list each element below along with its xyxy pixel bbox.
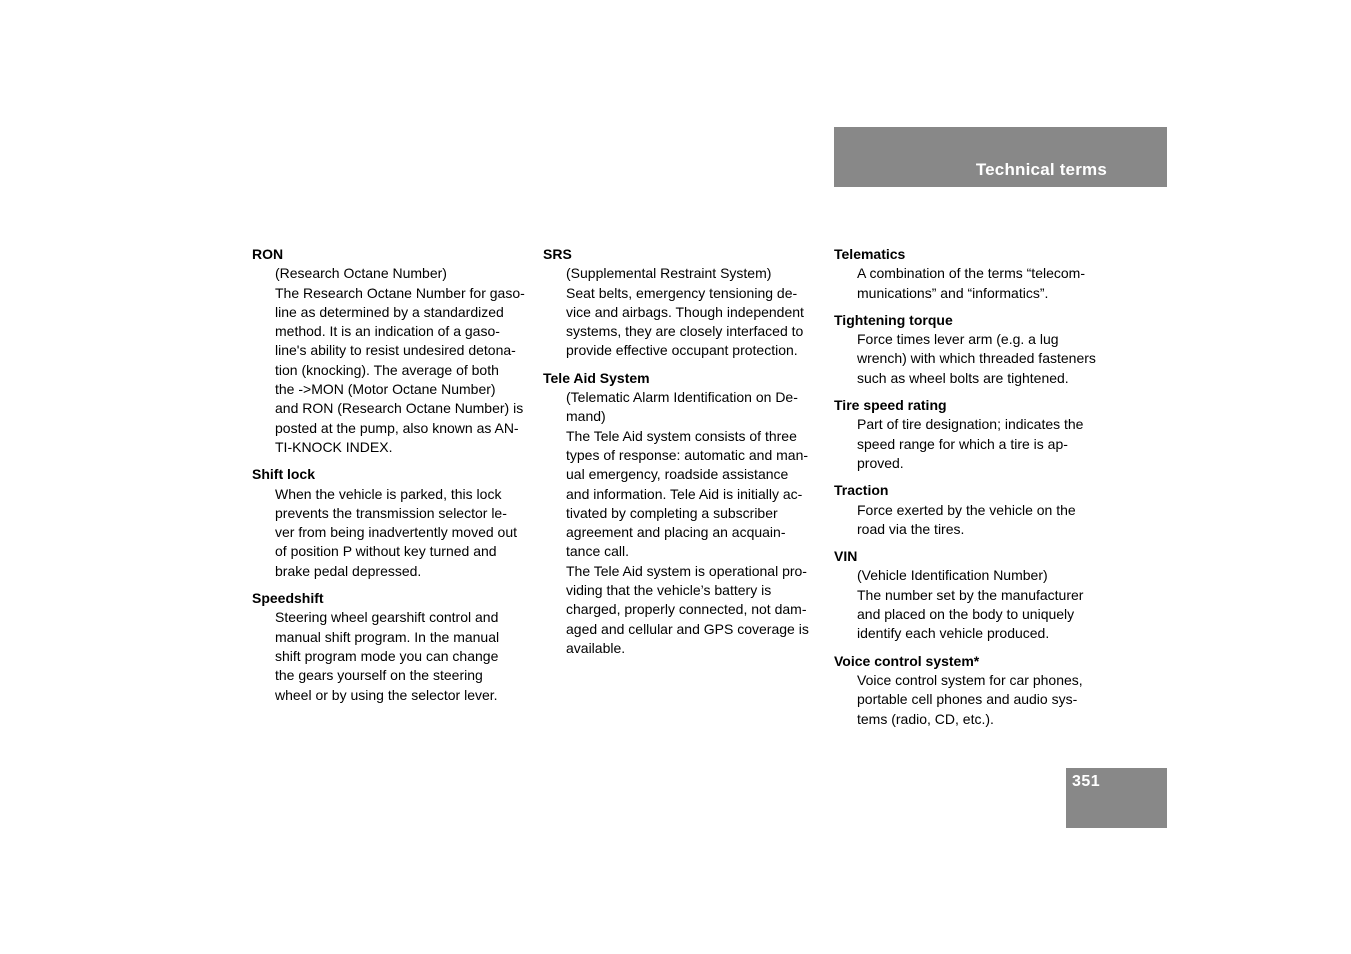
definition-telematics	[857, 264, 1110, 303]
glossary-entry-traction	[834, 481, 1110, 539]
definition-line: brake pedal depressed.	[275, 562, 422, 579]
term-tire-speed-rating: Tire speed rating	[834, 397, 947, 414]
definition-ron	[275, 264, 528, 457]
definition-line: The Tele Aid system consists of three	[566, 427, 797, 444]
definition-line: speed range for which a tire is ap-	[857, 435, 1068, 452]
definition-srs	[566, 264, 821, 360]
definition-line: and placed on the body to uniquely	[857, 606, 1075, 623]
definition-line: and RON (Research Octane Number) is	[275, 400, 524, 417]
term-vin: VIN	[834, 548, 858, 565]
definition-line: the gears yourself on the steering	[275, 667, 483, 684]
term-srs: SRS	[543, 246, 572, 262]
definition-line: line's ability to resist undesired detona-	[275, 342, 516, 359]
glossary-entry-speedshift	[252, 589, 528, 705]
definition-line: ual emergency, roadside assistance	[566, 466, 789, 483]
definition-line: mand)	[566, 408, 606, 425]
definition-line: Steering wheel gearshift control and	[275, 609, 499, 626]
definition-traction	[857, 501, 1110, 540]
definition-line: shift program mode you can change	[275, 647, 499, 664]
definition-line: prevents the transmission selector le-	[275, 504, 507, 521]
definition-line: such as wheel bolts are tightened.	[857, 369, 1069, 386]
definition-line: viding that the vehicle’s battery is	[566, 582, 772, 599]
glossary-entry-telematics	[834, 245, 1110, 303]
definition-tire-speed-rating	[857, 415, 1110, 473]
term-traction: Traction	[834, 482, 889, 499]
glossary-entry-voice-control	[834, 652, 1110, 729]
page-number-tab	[1066, 768, 1167, 828]
definition-line: The number set by the manufacturer	[857, 586, 1084, 603]
definition-line: portable cell phones and audio sys-	[857, 691, 1078, 708]
definition-line: (Vehicle Identification Number)	[857, 567, 1048, 584]
definition-line: Part of tire designation; indicates the	[857, 416, 1084, 433]
glossary-entry-shift-lock	[252, 465, 528, 581]
definition-line: tion (knocking). The average of both	[275, 361, 499, 378]
definition-line: wheel or by using the selector lever.	[275, 686, 498, 703]
glossary-entry-vin	[834, 547, 1110, 643]
section-header-tab	[834, 127, 1167, 187]
definition-line: When the vehicle is parked, this lock	[275, 485, 502, 502]
definition-speedshift	[275, 608, 528, 704]
definition-tightening-torque	[857, 330, 1110, 388]
definition-line: The Research Octane Number for gaso-	[275, 284, 525, 301]
definition-line: TI-KNOCK INDEX.	[275, 438, 393, 455]
definition-line: aged and cellular and GPS coverage is	[566, 620, 809, 637]
glossary-entry-tightening-torque	[834, 311, 1110, 388]
definition-line: tems (radio, CD, etc.).	[857, 710, 994, 727]
definition-line: agreement and placing an acquain-	[566, 524, 786, 541]
definition-line: proved.	[857, 454, 904, 471]
term-telematics: Telematics	[834, 246, 906, 262]
glossary-entry-srs	[543, 245, 821, 361]
glossary-entry-tire-speed-rating	[834, 396, 1110, 473]
definition-line: posted at the pump, also known as AN-	[275, 419, 519, 436]
glossary-column-2	[543, 245, 821, 666]
section-title: Technical terms	[975, 160, 1107, 179]
definition-line: ver from being inadvertently moved out	[275, 524, 518, 541]
page-number: 351	[1072, 773, 1101, 790]
definition-line: (Supplemental Restraint System)	[566, 265, 772, 282]
definition-voice-control	[857, 671, 1110, 729]
definition-vin	[857, 566, 1110, 643]
definition-line: available.	[566, 639, 626, 656]
definition-line: road via the tires.	[857, 520, 965, 537]
glossary-entry-tele-aid	[543, 369, 821, 658]
term-tele-aid: Tele Aid System	[543, 369, 650, 386]
definition-line: The Tele Aid system is operational pro-	[566, 562, 807, 579]
definition-line: Force exerted by the vehicle on the	[857, 501, 1076, 518]
definition-line: Seat belts, emergency tensioning de-	[566, 284, 798, 301]
definition-line: provide effective occupant protection.	[566, 342, 798, 359]
definition-line: types of response: automatic and man-	[566, 446, 809, 463]
term-shift-lock: Shift lock	[252, 466, 316, 483]
definition-line: (Telematic Alarm Identification on De-	[566, 389, 798, 406]
definition-line: of position P without key turned and	[275, 543, 497, 560]
definition-line: Force times lever arm (e.g. a lug	[857, 331, 1059, 348]
definition-line: vice and airbags. Though independent	[566, 303, 804, 320]
term-speedshift: Speedshift	[252, 590, 324, 607]
definition-line: systems, they are closely interfaced to	[566, 323, 804, 340]
definition-line: tance call.	[566, 543, 630, 560]
definition-line: line as determined by a standardized	[275, 303, 504, 320]
definition-line: tivated by completing a subscriber	[566, 504, 778, 521]
term-tightening-torque: Tightening torque	[834, 311, 953, 328]
definition-tele-aid	[566, 388, 821, 658]
definition-shift-lock	[275, 485, 528, 581]
definition-line: A combination of the terms “telecom-	[857, 265, 1085, 282]
definition-line: Voice control system for car phones,	[857, 671, 1083, 688]
glossary-column-3	[834, 245, 1110, 737]
definition-line: the ->MON (Motor Octane Number)	[275, 381, 496, 398]
definition-line: and information. Tele Aid is initially ac-	[566, 485, 803, 502]
definition-line: manual shift program. In the manual	[275, 628, 500, 645]
term-ron: RON	[252, 246, 284, 262]
glossary-column-1	[252, 245, 528, 713]
definition-line: (Research Octane Number)	[275, 265, 447, 282]
definition-line: wrench) with which threaded fasteners	[857, 350, 1096, 367]
definition-line: identify each vehicle produced.	[857, 625, 1050, 642]
definition-line: method. It is an indication of a gaso-	[275, 323, 500, 340]
term-voice-control: Voice control system*	[834, 652, 980, 669]
glossary-entry-ron	[252, 245, 528, 457]
definition-line: munications” and “informatics”.	[857, 284, 1049, 301]
definition-line: charged, properly connected, not dam-	[566, 601, 807, 618]
